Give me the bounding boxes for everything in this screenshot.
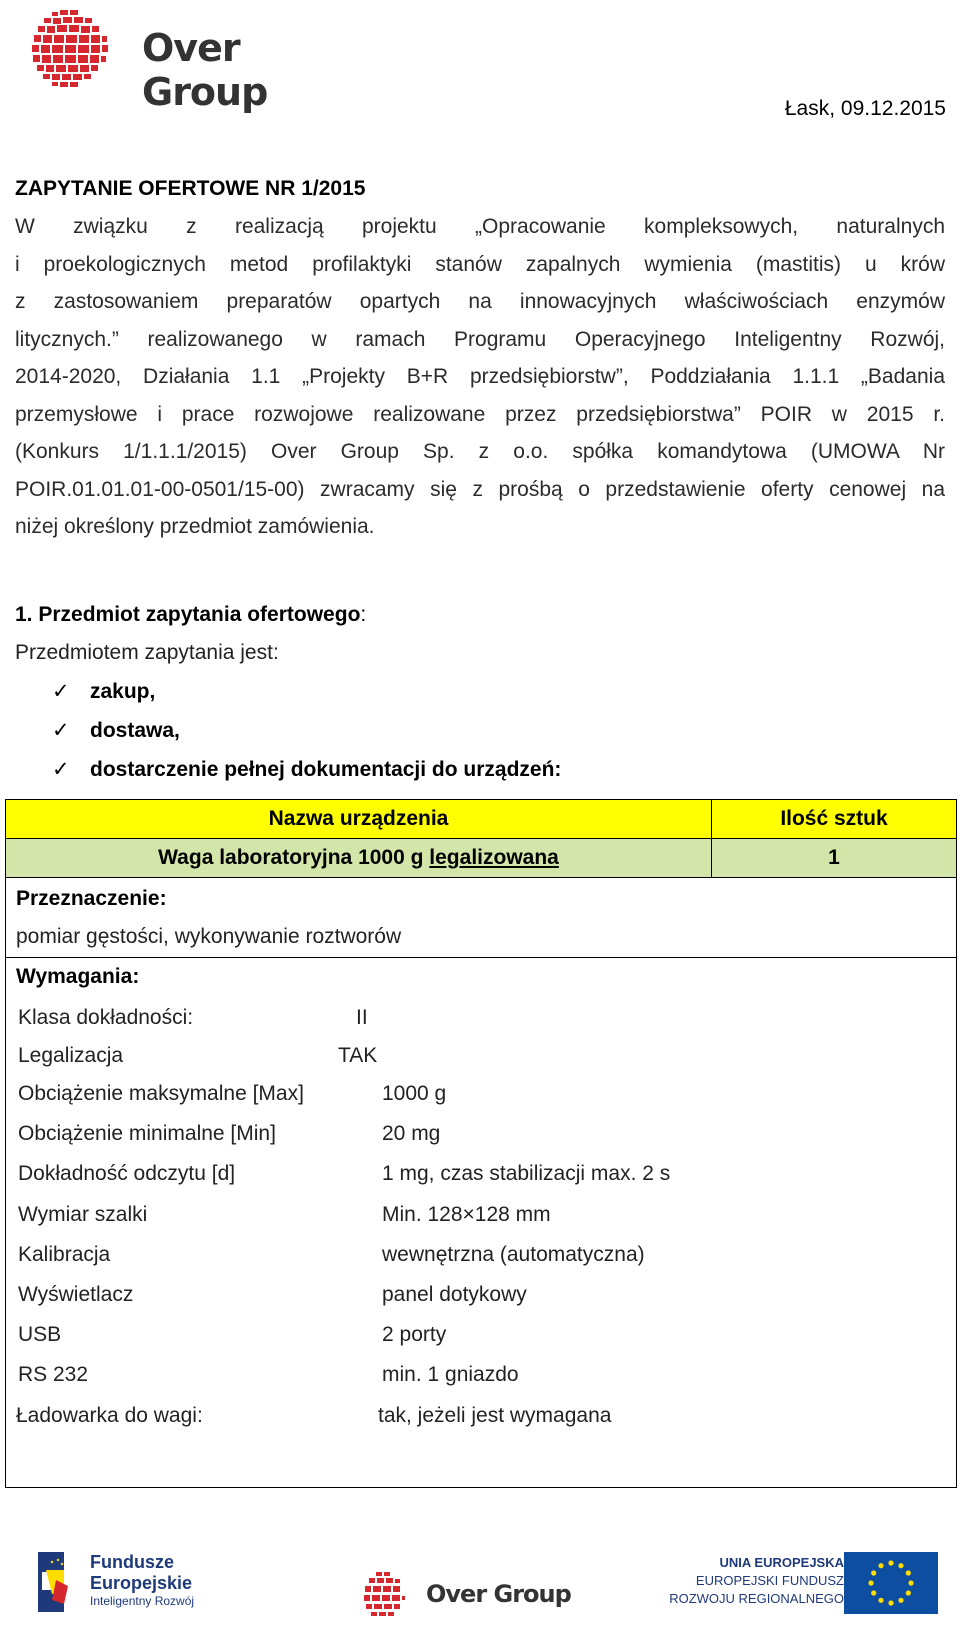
intro-line: i proekologicznych metod profilaktyki stanów zapalnych wymienia (mastitis) u krów (15, 252, 945, 276)
item-qty-cell: 1 (828, 846, 840, 869)
spec-row (18, 1122, 918, 1152)
checkmark-icon: ✓ (52, 680, 70, 703)
spec-key: Dokładność odczytu [d] (18, 1162, 236, 1186)
list-item (52, 750, 561, 789)
company-logo (30, 8, 370, 114)
section-heading-colon: : (360, 603, 367, 626)
spec-row (18, 1283, 918, 1313)
eu-star-icon (906, 1590, 911, 1595)
intro-line: przemysłowe i prace rozwojowe realizowane przez przedsiębiorstwa” POIR w 2015 r. (15, 402, 945, 426)
eu-star-icon (868, 1580, 873, 1585)
spec-key: USB (18, 1323, 62, 1347)
footer-logo-wordmark: Over Group (426, 1580, 571, 1608)
scope-checklist (52, 672, 561, 789)
list-item-label: zakup, (90, 680, 156, 703)
fe-subtitle: Inteligentny Rozwój (90, 1594, 195, 1608)
intro-line: 2014-2020, Działania 1.1 „Projekty B+R przedsiębiorstw”, Poddziałania 1.1.1 „Badania (15, 365, 945, 388)
spec-key: Obciążenie minimalne [Min] (18, 1122, 276, 1146)
spec-value: II (356, 1006, 368, 1029)
spec-value: wewnętrzna (automatyczna) (382, 1242, 645, 1266)
intro-line: (Konkurs 1/1.1.1/2015) Over Group Sp. z o.o. spółka komandytowa (UMOWA Nr (15, 440, 945, 463)
spec-key: Legalizacja (18, 1044, 124, 1067)
section-heading-text: 1. Przedmiot zapytania ofertowego (15, 603, 361, 626)
spec-value: panel dotykowy (382, 1283, 527, 1306)
eu-star-icon (871, 1570, 876, 1575)
item-name: Waga laboratoryjna 1000 g (158, 846, 430, 869)
spec-row (18, 1363, 918, 1393)
spec-row (18, 1323, 918, 1353)
spec-row (18, 1006, 918, 1036)
eu-star-icon (906, 1570, 911, 1575)
spec-key: Obciążenie maksymalne [Max] (18, 1082, 304, 1105)
fe-logo (38, 1550, 238, 1620)
eu-text (669, 1554, 844, 1608)
spec-key: RS 232 (18, 1363, 89, 1387)
eu-star-icon (898, 1563, 903, 1568)
list-item-label: dostarczenie pełnej dokumentacji do urządzeń: (90, 758, 562, 781)
eu-flag-icon (844, 1552, 938, 1614)
intro-line: POIR.01.01.01-00-0501/15-00) zwracamy się z prośbą o przedstawienie oferty cenowej na (15, 477, 945, 501)
over-group-logo-icon (362, 1570, 406, 1622)
document-date: Łask, 09.12.2015 (784, 97, 946, 120)
spec-row (18, 1044, 918, 1074)
eu-star-icon (908, 1580, 913, 1585)
section-subheading: Przedmiotem zapytania jest: (15, 641, 279, 664)
fe-title-line1: Fundusze (90, 1552, 174, 1572)
fe-title (90, 1552, 192, 1594)
table-header-row (6, 800, 956, 839)
spec-value: 20 mg (382, 1122, 441, 1146)
spec-row (18, 1404, 918, 1434)
item-name-cell (6, 839, 712, 877)
intro-line: niżej określony przedmiot zamówienia. (15, 515, 375, 538)
intro-line: z zastosowaniem preparatów opartych na innowacyjnych właściwościach enzymów (15, 290, 945, 313)
column-header-name: Nazwa urządzenia (6, 800, 712, 838)
spec-key: Kalibracja (18, 1242, 111, 1266)
requirements-row (6, 958, 956, 1487)
list-item (52, 711, 561, 750)
eu-text-line1: UNIA EUROPEJSKA (719, 1555, 844, 1570)
eu-star-icon (878, 1563, 883, 1568)
eu-text-line3: ROZWOJU REGIONALNEGO (669, 1591, 844, 1606)
spec-value: 1000 g (382, 1082, 447, 1105)
list-item-label: dostawa, (90, 719, 180, 742)
list-item (52, 672, 561, 711)
checkmark-icon: ✓ (52, 719, 70, 742)
eu-star-icon (878, 1598, 883, 1603)
fe-flag-icon (38, 1552, 78, 1612)
over-group-logo-icon (30, 8, 108, 90)
spec-key: Klasa dokładności: (18, 1006, 194, 1029)
requirements-label: Wymagania: (16, 965, 140, 988)
intro-paragraph (15, 207, 945, 545)
spec-value: tak, jeżeli jest wymagana (378, 1403, 612, 1427)
spec-row (18, 1162, 918, 1192)
eu-star-icon (871, 1590, 876, 1595)
purpose-label: Przeznaczenie: (16, 887, 167, 910)
spec-key: Ładowarka do wagi: (16, 1403, 203, 1427)
spec-key: Wyświetlacz (18, 1283, 134, 1306)
eu-text-line2: EUROPEJSKI FUNDUSZ (695, 1573, 844, 1588)
spec-value: Min. 128×128 mm (382, 1202, 551, 1226)
item-name-underlined: legalizowana (429, 846, 559, 869)
spec-key: Wymiar szalki (18, 1202, 148, 1226)
equipment-table (5, 799, 957, 1488)
spec-row (18, 1082, 918, 1112)
checkmark-icon: ✓ (52, 758, 70, 781)
column-header-qty: Ilość sztuk (780, 807, 888, 830)
purpose-row (6, 878, 956, 958)
spec-value: TAK (338, 1044, 378, 1067)
logo-wordmark: Over Group (142, 26, 268, 114)
document-title: ZAPYTANIE OFERTOWE NR 1/2015 (15, 177, 366, 200)
intro-line: W związku z realizacją projektu „Opracowanie kompleksowych, naturalnych (15, 215, 945, 238)
spec-value: 2 porty (382, 1323, 447, 1347)
table-row (6, 839, 956, 878)
footer-over-group-logo (362, 1570, 572, 1626)
spec-row (18, 1243, 918, 1273)
fe-title-line2: Europejskie (90, 1573, 193, 1593)
spec-value: 1 mg, czas stabilizacji max. 2 s (382, 1162, 671, 1186)
purpose-value: pomiar gęstości, wykonywanie roztworów (16, 925, 402, 948)
section-heading (15, 603, 366, 627)
spec-row (18, 1203, 918, 1233)
eu-star-icon (888, 1560, 893, 1565)
eu-star-icon (898, 1598, 903, 1603)
intro-line: litycznych.” realizowanego w ramach Programu Operacyjnego Inteligentny Rozwój, (15, 327, 945, 351)
spec-value: min. 1 gniazdo (382, 1363, 519, 1387)
eu-star-icon (888, 1600, 893, 1605)
eu-logo (656, 1550, 956, 1620)
